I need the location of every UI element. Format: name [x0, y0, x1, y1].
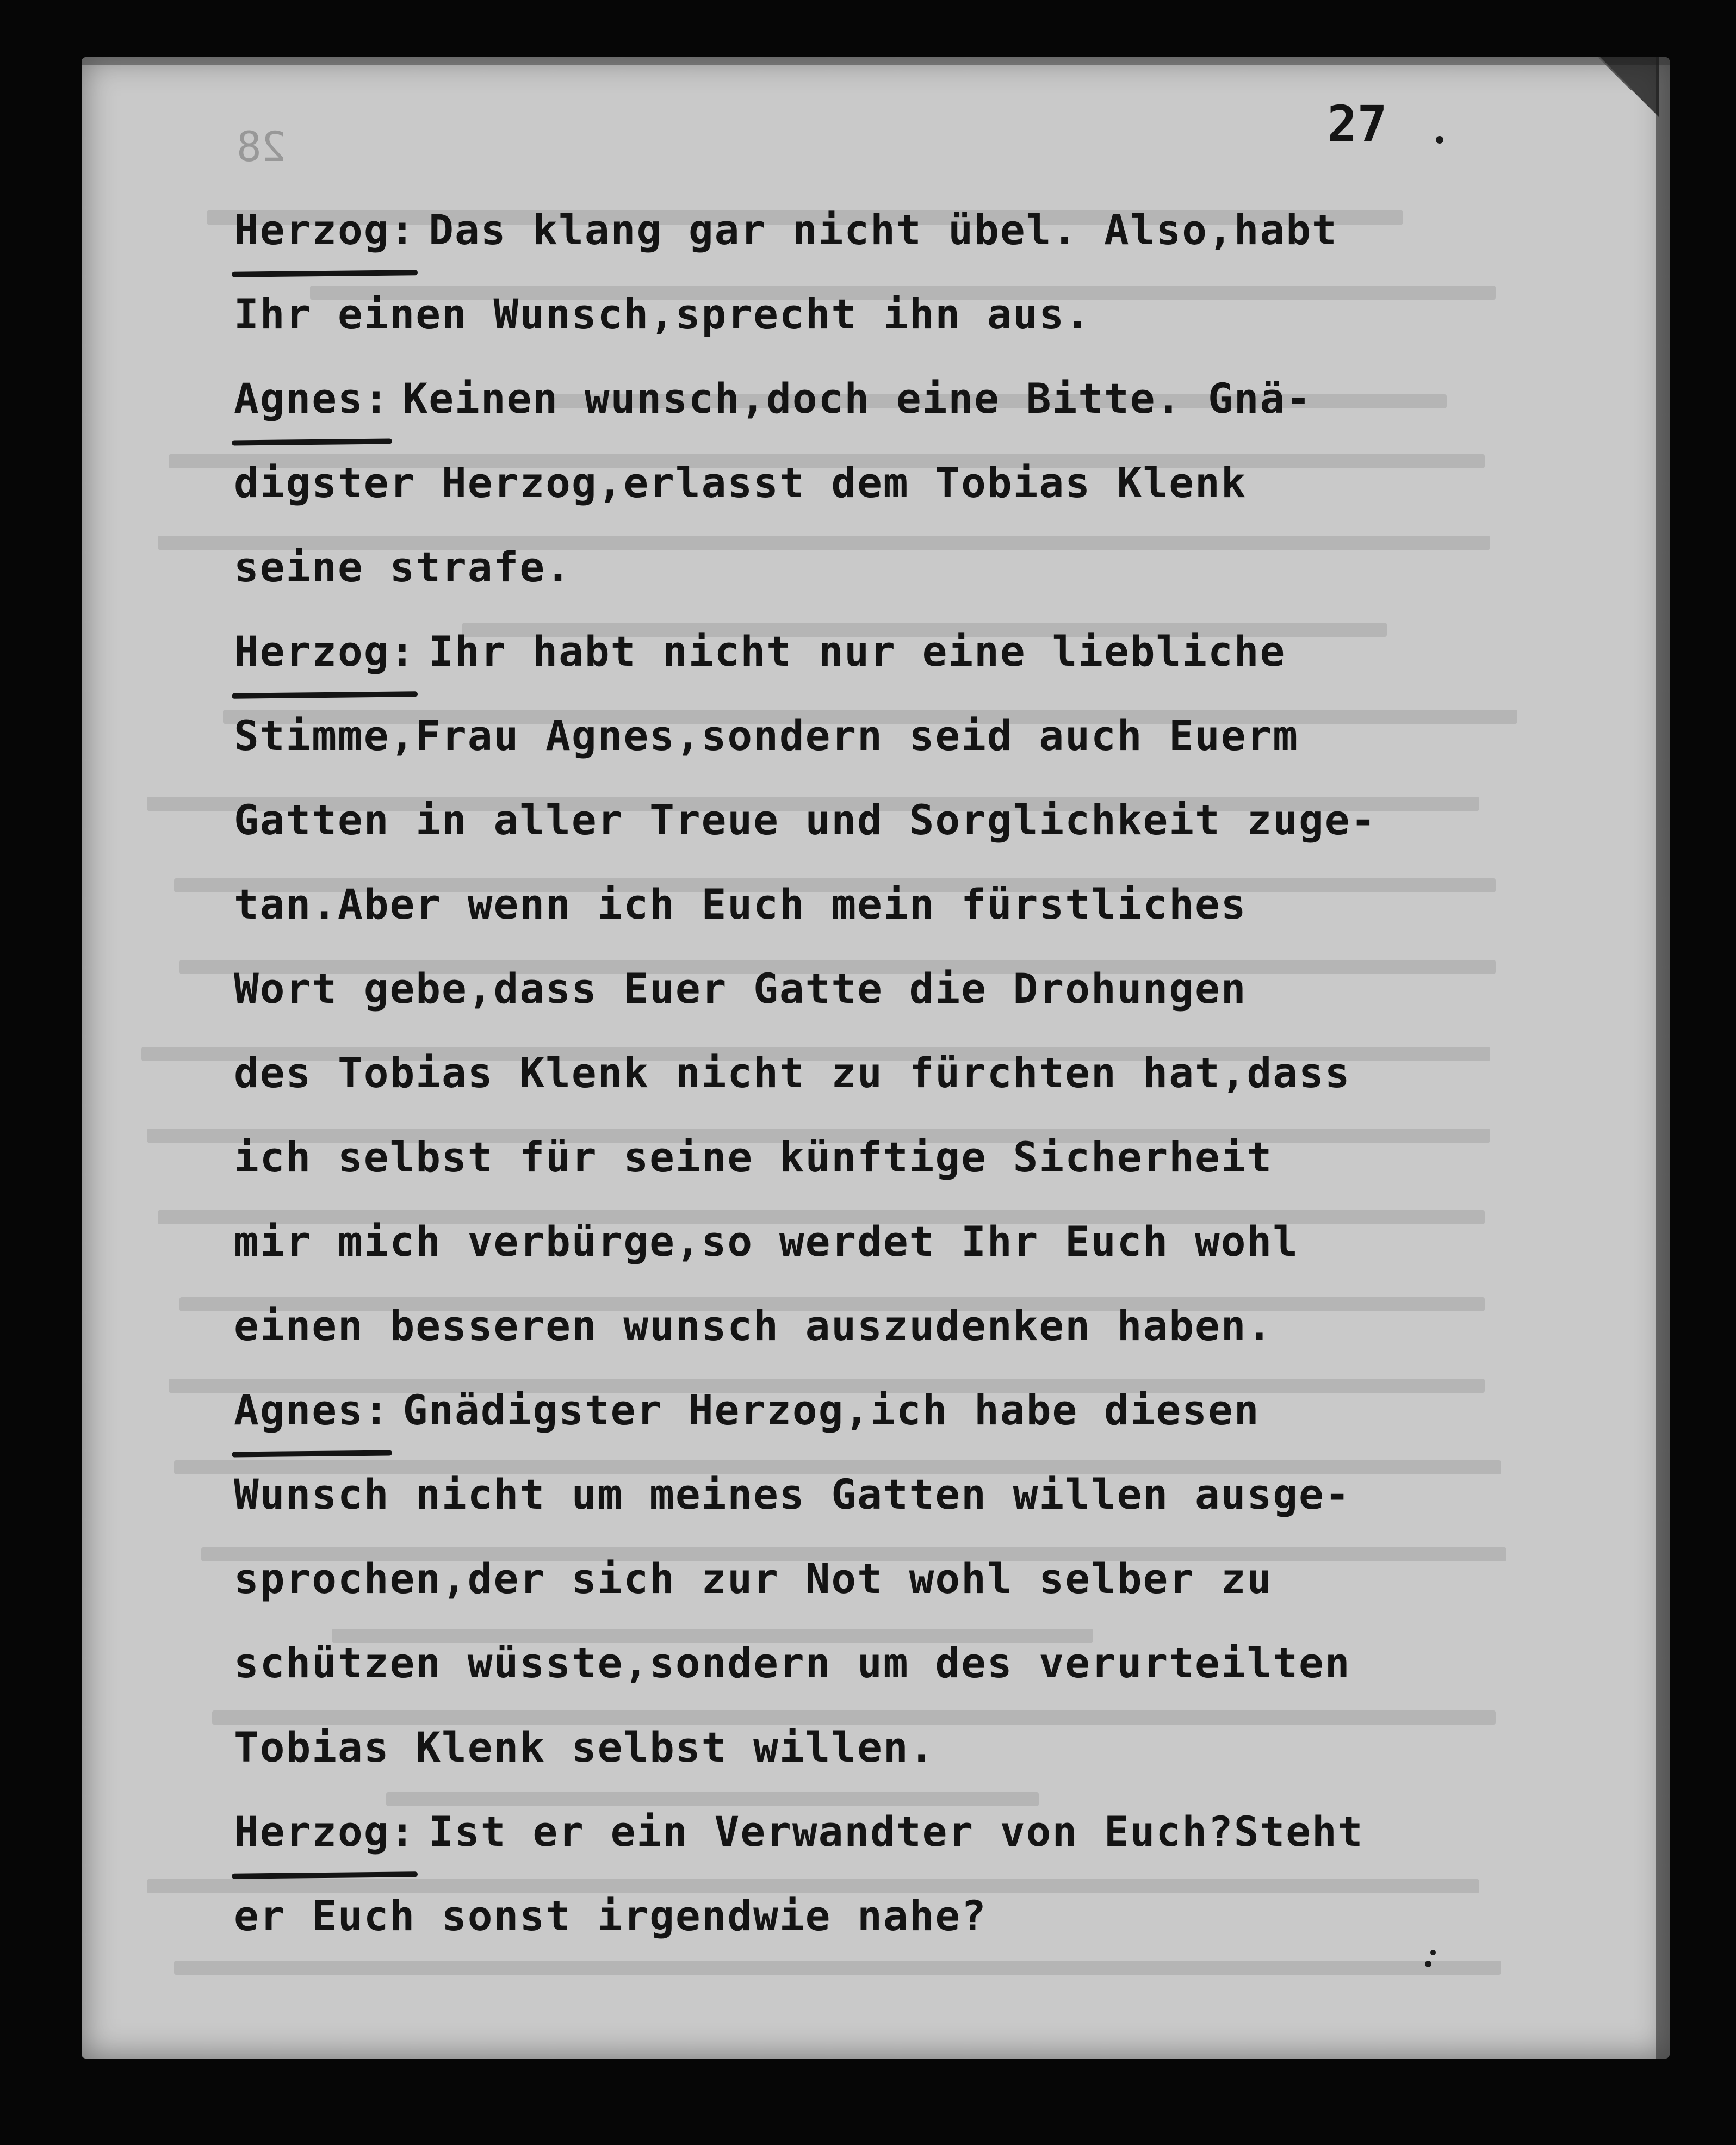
line-text: Wort gebe,dass Euer Gatte die Drohungen	[234, 964, 1247, 1013]
line-text: sprochen,der sich zur Not wohl selber zu	[234, 1554, 1273, 1603]
line-text: Das klang gar nicht übel. Also,habt	[429, 206, 1338, 254]
dialogue-text	[234, 188, 1572, 1958]
page-right-edge	[1656, 57, 1670, 2059]
text-line	[234, 1874, 1572, 1958]
text-line	[234, 946, 1572, 1031]
text-line	[234, 272, 1572, 356]
speaker-label: Herzog:	[234, 609, 416, 693]
text-line	[234, 1199, 1572, 1284]
speaker-label: Herzog:	[234, 1789, 416, 1874]
line-text: Gnädigster Herzog,ich habe diesen	[402, 1386, 1260, 1434]
speaker-label: Agnes:	[234, 356, 390, 441]
text-line	[234, 693, 1572, 778]
line-text: mir mich verbürge,so werdet Ihr Euch wohl	[234, 1217, 1299, 1266]
line-text: Tobias Klenk selbst willen.	[234, 1723, 935, 1771]
page-number: 27	[1327, 95, 1387, 153]
line-text: seine strafe.	[234, 543, 572, 591]
text-line	[234, 188, 1572, 272]
line-text: einen besseren wunsch auszudenken haben.	[234, 1301, 1273, 1350]
ghost-page-number: 28	[237, 122, 287, 171]
text-line	[234, 609, 1572, 693]
line-text: tan.Aber wenn ich Euch mein fürstliches	[234, 880, 1247, 928]
line-text: er Euch sonst irgendwie nahe?	[234, 1892, 987, 1940]
line-text: schützen wüsste,sondern um des verurteilten	[234, 1639, 1351, 1687]
text-line	[234, 1789, 1572, 1874]
line-text: Ihr habt nicht nur eine liebliche	[429, 627, 1286, 675]
text-line	[234, 1031, 1572, 1115]
text-line	[234, 525, 1572, 609]
text-line	[234, 1368, 1572, 1452]
text-line	[234, 356, 1572, 441]
text-line	[234, 1536, 1572, 1621]
line-text: ich selbst für seine künftige Sicherheit	[234, 1133, 1273, 1181]
line-text: des Tobias Klenk nicht zu fürchten hat,dass	[234, 1049, 1351, 1097]
text-line	[234, 441, 1572, 525]
line-text: digster Herzog,erlasst dem Tobias Klenk	[234, 458, 1247, 507]
page-top-edge	[82, 57, 1670, 65]
text-line	[234, 1452, 1572, 1536]
folded-corner-icon	[1588, 57, 1659, 128]
text-line	[234, 1284, 1572, 1368]
text-line	[234, 1705, 1572, 1789]
line-text: Ist er ein Verwandter von Euch?Steht	[429, 1807, 1364, 1856]
line-text: Ihr einen Wunsch,sprecht ihn aus.	[234, 290, 1091, 338]
line-text: Gatten in aller Treue und Sorglichkeit zuge-	[234, 796, 1377, 844]
text-line	[234, 862, 1572, 946]
text-line	[234, 1115, 1572, 1199]
text-line	[234, 778, 1572, 862]
speaker-label: Herzog:	[234, 188, 416, 272]
line-text: Stimme,Frau Agnes,sondern seid auch Euerm	[234, 711, 1299, 760]
line-text: Keinen wunsch,doch eine Bitte. Gnä-	[402, 374, 1312, 423]
text-line	[234, 1621, 1572, 1705]
line-text: Wunsch nicht um meines Gatten willen ausge-	[234, 1470, 1351, 1518]
speaker-label: Agnes:	[234, 1368, 390, 1452]
